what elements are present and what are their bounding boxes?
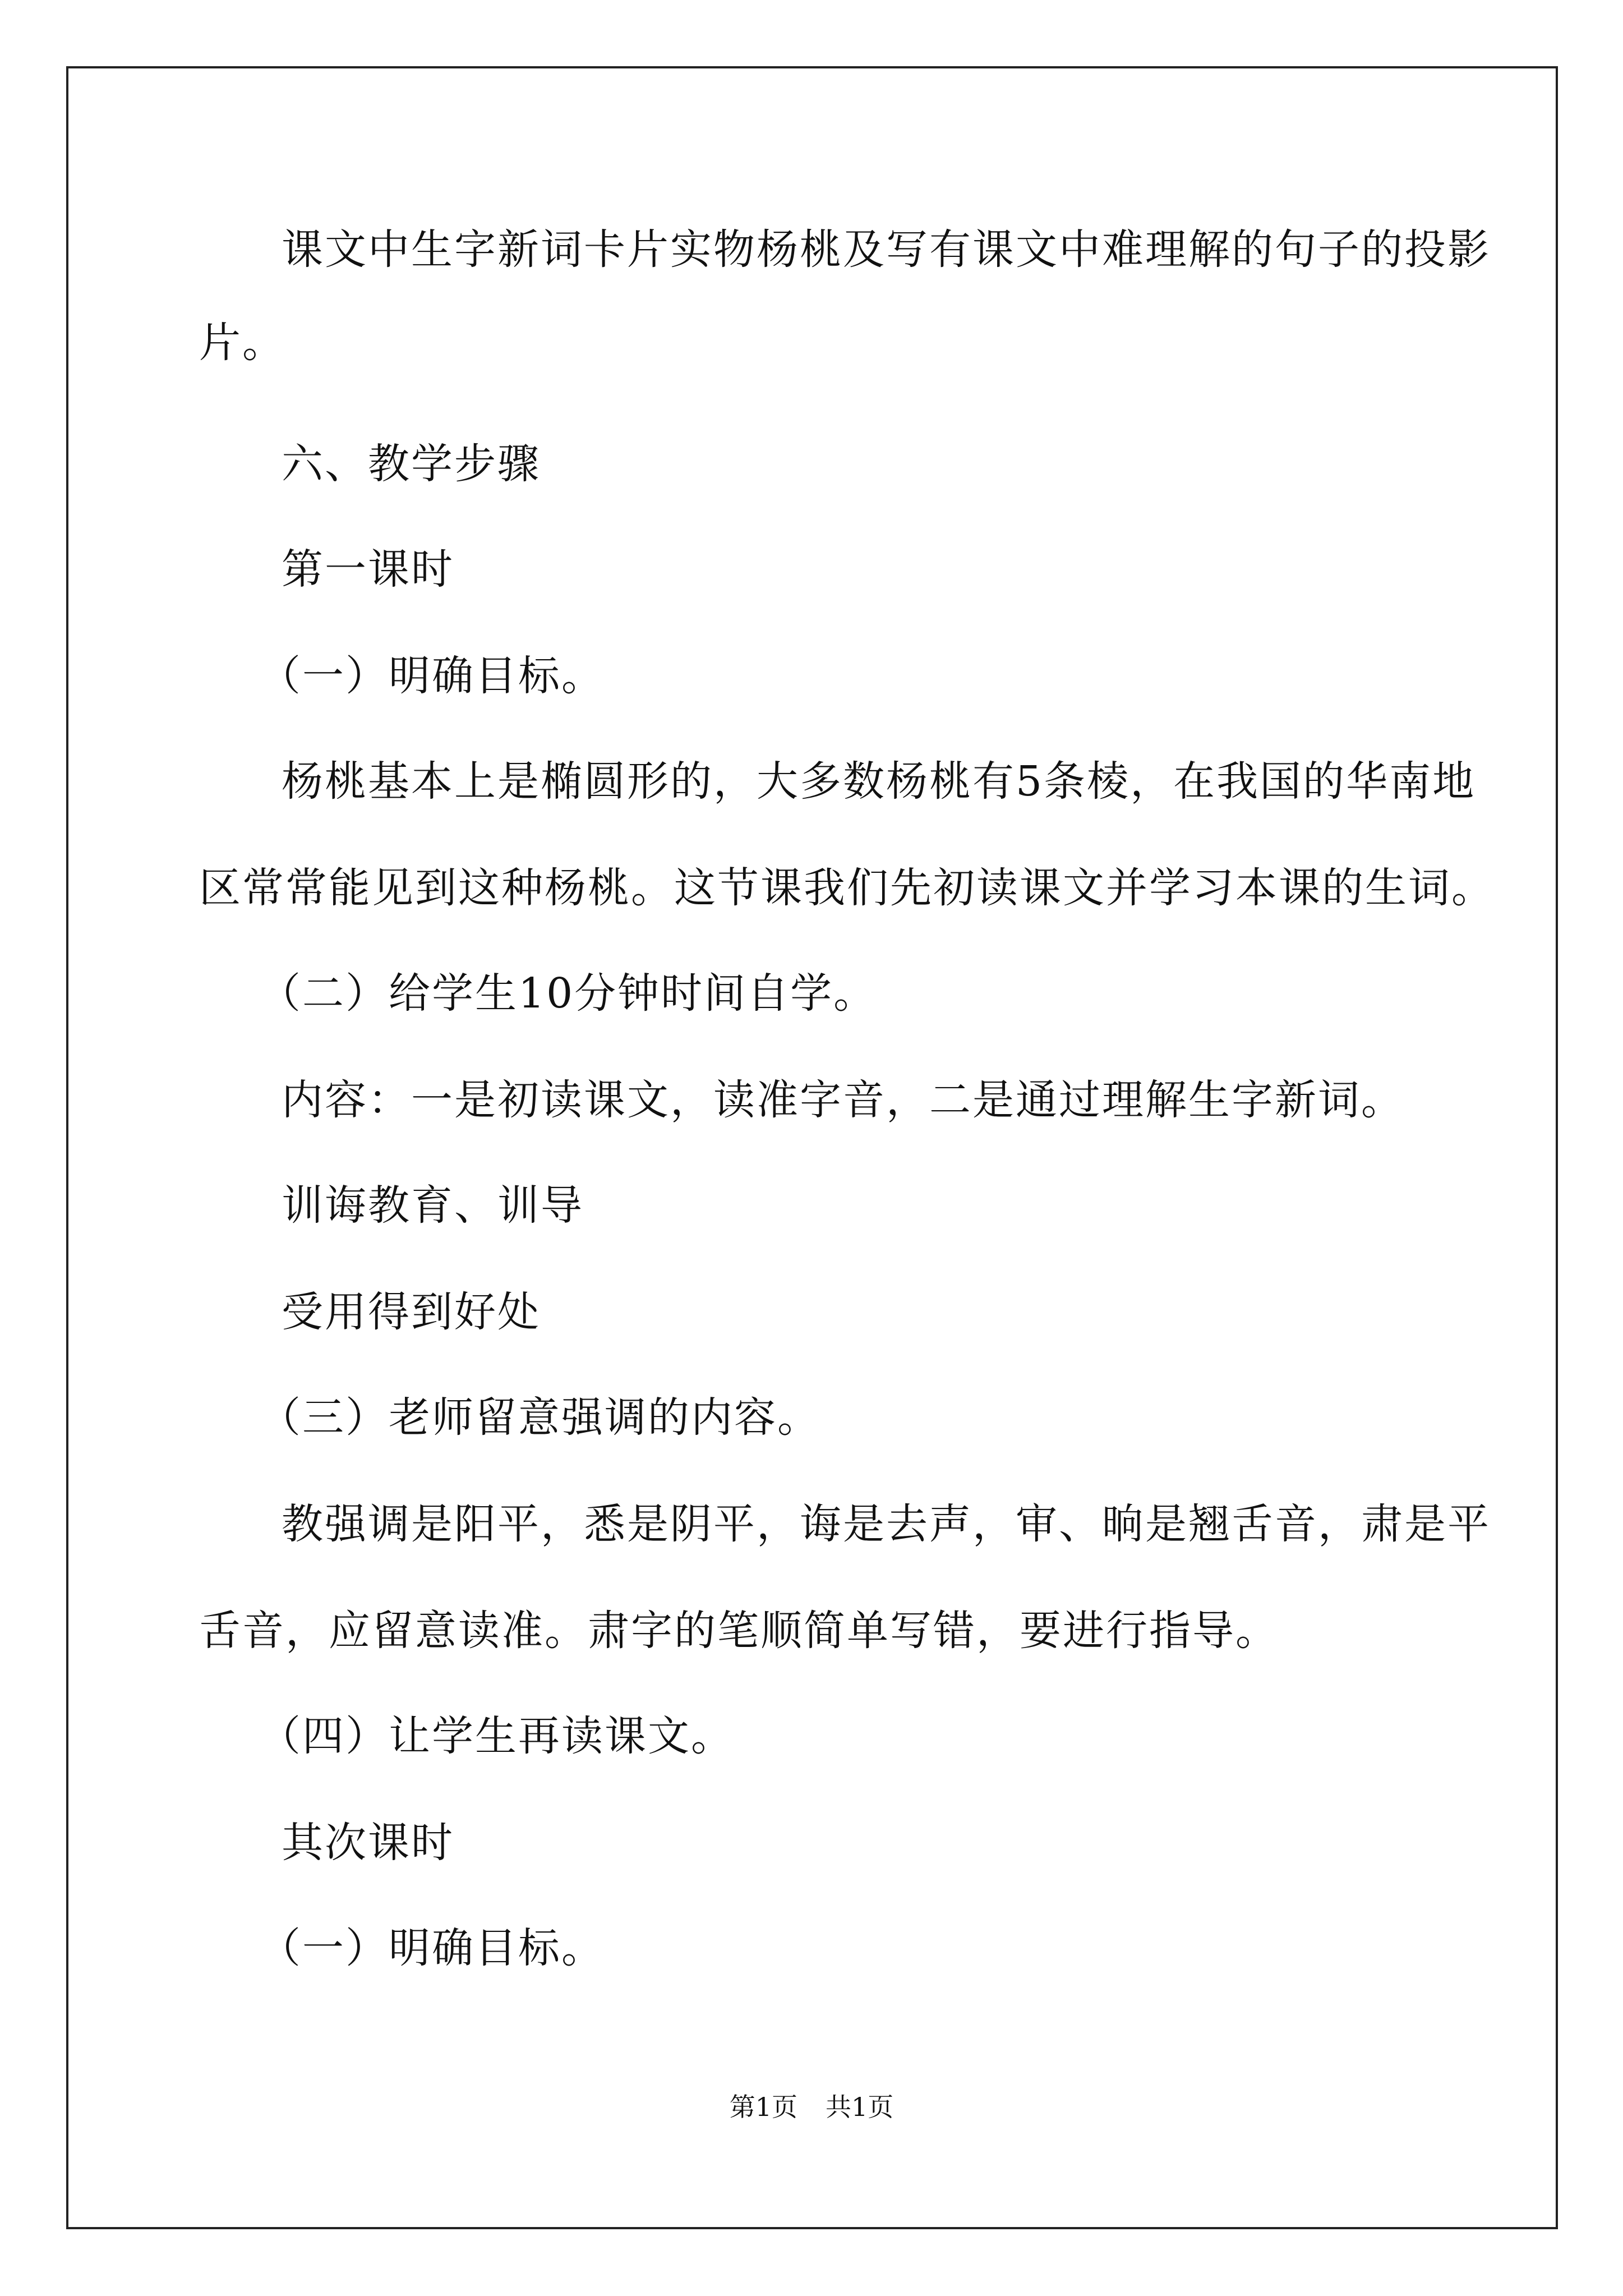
paragraph-line: 片。 — [199, 319, 285, 367]
subsection-heading: （一）明确目标。 — [259, 1924, 605, 1972]
subsection-heading: （四）让学生再读课文。 — [259, 1712, 734, 1760]
page-footer — [0, 2090, 1623, 2124]
lesson-heading: 第一课时 — [282, 545, 454, 593]
page-number-current: 第1页 — [729, 2092, 797, 2122]
lesson-heading: 其次课时 — [282, 1819, 454, 1867]
paragraph-line: 教强调是阳平，悉是阴平，诲是去声，审、晌是翘舌音，肃是平 — [282, 1500, 1491, 1548]
subsection-heading: （三）老师留意强调的内容。 — [259, 1393, 820, 1442]
subsection-heading: （一）明确目标。 — [259, 652, 605, 700]
paragraph-line: 舌音，应留意读准。肃字的笔顺简单写错，要进行指导。 — [199, 1607, 1279, 1655]
paragraph-line: 区常常能见到这种杨桃。这节课我们先初读课文并学习本课的生词。 — [199, 864, 1495, 912]
subsection-heading: （二）给学生10分钟时间自学。 — [259, 969, 877, 1018]
section-heading: 六、教学步骤 — [282, 440, 541, 488]
paragraph-line: 课文中生字新词卡片实物杨桃及写有课文中难理解的句子的投影 — [282, 226, 1491, 274]
paragraph-line: 内容：一是初读课文，读准字音，二是通过理解生字新词。 — [282, 1076, 1404, 1124]
paragraph-line: 训诲教育、训导 — [282, 1181, 584, 1230]
page-number-total: 共1页 — [826, 2092, 894, 2122]
paragraph-line: 受用得到好处 — [282, 1288, 541, 1336]
paragraph-line: 杨桃基本上是椭圆形的，大多数杨桃有5条棱，在我国的华南地 — [282, 757, 1476, 806]
